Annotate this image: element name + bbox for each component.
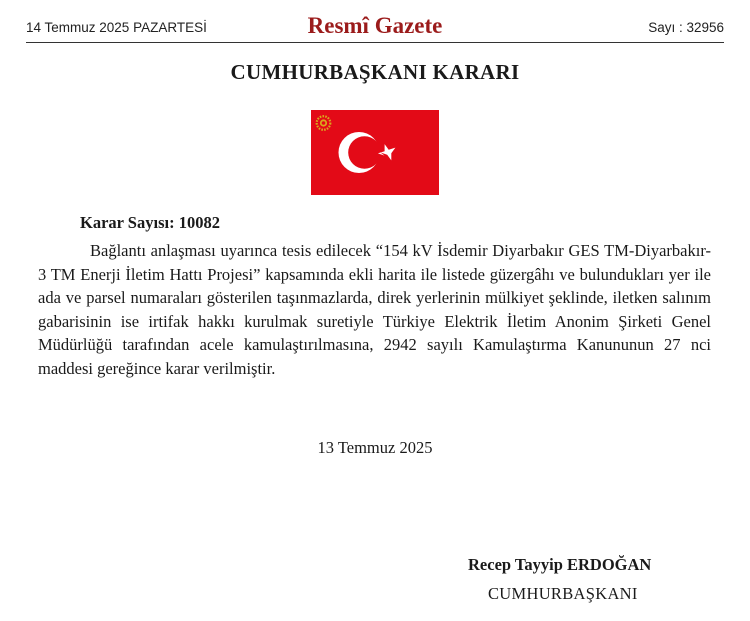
decision-date: 13 Temmuz 2025 xyxy=(317,438,433,457)
signer-name: Recep Tayyip ERDOĞAN xyxy=(468,555,652,574)
issue-number: Sayı : 32956 xyxy=(648,20,724,35)
signer-title: CUMHURBAŞKANI xyxy=(488,584,638,603)
decision-number: Karar Sayısı: 10082 xyxy=(80,213,220,232)
document-title: CUMHURBAŞKANI KARARI xyxy=(230,60,520,84)
turkish-flag-icon xyxy=(311,110,439,195)
decision-body: Bağlantı anlaşması uyarınca tesis edilecek “154 kV İsdemir Diyarbakır GES TM-Diyarbakır-3 TM Enerji İletim Hattı Projesi” kapsamında ekli harita ile listede güzergâhı ve bulundukları yer ile ada ve parsel numaraları gösterilen taşınmazlarda, direk yerlerinin mülkiyet şeklinde, iletken salınım gabarisinin ise irtifak hakkı kurulmak suretiyle Türkiye Elektrik İletim Anonim Şirketi Genel Müdürlüğü tarafından acele kamulaştırılmasına, 2942 sayılı Kamulaştırma Kanununun 27 nci maddesi gereğince karar verilmiştir. xyxy=(38,241,711,378)
header-divider xyxy=(26,42,724,43)
gazette-header xyxy=(26,12,724,42)
header-date: 14 Temmuz 2025 PAZARTESİ xyxy=(26,20,207,35)
gazette-name: Resmî Gazete xyxy=(307,13,443,38)
